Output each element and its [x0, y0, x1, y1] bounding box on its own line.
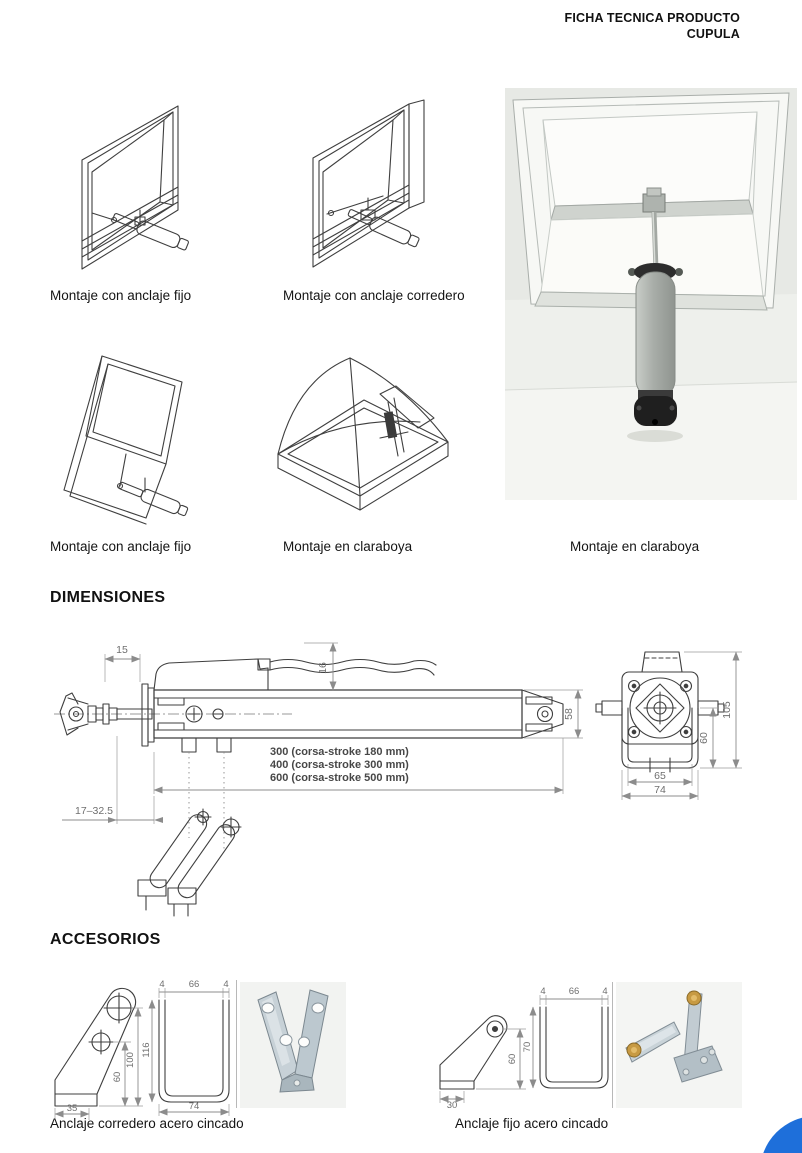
- drawing-montaje-claraboya: [268, 342, 473, 522]
- bracket-outline: [440, 1016, 507, 1089]
- bracket-fijo-photo: [616, 982, 742, 1108]
- window-open: [64, 356, 182, 524]
- header-line1: FICHA TECNICA PRODUCTO: [564, 11, 740, 25]
- stroke-option-300: 300 (corsa-stroke 180 mm): [270, 746, 409, 758]
- dim-label-60: 60: [507, 1053, 518, 1065]
- caption-montaje-anclaje-corredero: Montaje con anclaje corredero: [283, 288, 465, 303]
- bracket-fijo-front-view: [522, 985, 620, 1109]
- dim-label-105: 105: [721, 701, 733, 719]
- dimension-lines: [55, 1008, 143, 1120]
- page-header: [565, 10, 740, 42]
- dimension-lines: [522, 986, 608, 1088]
- accessory-divider-2: [612, 982, 613, 1108]
- dim-label-16: 16: [317, 662, 329, 674]
- drawing-montaje-anclaje-fijo-2: [50, 342, 245, 522]
- drawing-montaje-anclaje-corredero: [283, 90, 463, 282]
- caption-montaje-anclaje-fijo-2: Montaje con anclaje fijo: [50, 539, 192, 554]
- bracket-outline: [55, 988, 136, 1106]
- dim-label-4-left: 4: [540, 986, 546, 997]
- dim-label-100: 100: [125, 1052, 136, 1068]
- dim-label-4-right: 4: [602, 986, 608, 997]
- bracket-corredero-side-view: [45, 980, 145, 1122]
- dim-label-66: 66: [188, 979, 200, 990]
- dim-label-58: 58: [563, 708, 575, 720]
- dim-label-74: 74: [654, 784, 666, 796]
- caption-montaje-anclaje-fijo-1: Montaje con anclaje fijo: [50, 288, 192, 303]
- channel-outline: [159, 1000, 229, 1102]
- actuator: [117, 454, 189, 518]
- dim-label-15: 15: [116, 644, 128, 656]
- channel-outline: [540, 1007, 608, 1088]
- dim-label-60: 60: [112, 1071, 123, 1083]
- dim-label-65: 65: [654, 770, 666, 782]
- dim-label-35: 35: [66, 1103, 78, 1114]
- dimension-lines: [62, 643, 583, 852]
- dimension-drawing-side-view: [42, 638, 587, 906]
- dim-label-30: 30: [446, 1100, 458, 1111]
- dimension-drawing-end-view: [592, 640, 800, 808]
- dimension-lines: [622, 652, 742, 800]
- bracket-corredero-front-view: [141, 979, 242, 1120]
- dim-label-4-left: 4: [159, 979, 165, 990]
- stroke-option-600: 600 (corsa-stroke 500 mm): [270, 772, 409, 784]
- caption-anclaje-corredero: Anclaje corredero acero cincado: [50, 1116, 244, 1131]
- dimension-lines: [440, 1029, 526, 1111]
- dim-label-116: 116: [141, 1042, 152, 1058]
- bracket-corredero-photo: [240, 982, 346, 1108]
- window-frame: [82, 106, 178, 269]
- caption-montaje-claraboya-1: Montaje en claraboya: [283, 539, 413, 554]
- skylight-dome: [278, 358, 448, 510]
- caption-anclaje-fijo: Anclaje fijo acero cincado: [455, 1116, 609, 1131]
- stroke-option-400: 400 (corsa-stroke 300 mm): [270, 759, 409, 771]
- mounting-bracket-projection: [138, 809, 241, 916]
- dim-label-17-32-5: 17–32.5: [75, 805, 113, 817]
- dim-label-60: 60: [698, 732, 710, 744]
- header-line2: CUPULA: [686, 27, 740, 41]
- photo-montaje-claraboya: [505, 88, 797, 500]
- actuator-end-view: [596, 652, 724, 772]
- actuator-side-view: [60, 659, 563, 752]
- dim-label-4-right: 4: [223, 979, 229, 990]
- section-heading-dimensiones: DIMENSIONES: [50, 589, 166, 606]
- bracket-fijo-side-view: [432, 995, 532, 1109]
- accessory-divider-1: [236, 980, 237, 1108]
- dim-label-70: 70: [522, 1041, 533, 1053]
- dim-label-66: 66: [568, 986, 580, 997]
- corner-accent: [760, 1116, 802, 1153]
- section-heading-accesorios: ACCESORIOS: [50, 931, 161, 948]
- dim-label-74: 74: [188, 1101, 200, 1112]
- caption-montaje-claraboya-2: Montaje en claraboya: [570, 539, 700, 554]
- drawing-montaje-anclaje-fijo-1: [52, 92, 232, 284]
